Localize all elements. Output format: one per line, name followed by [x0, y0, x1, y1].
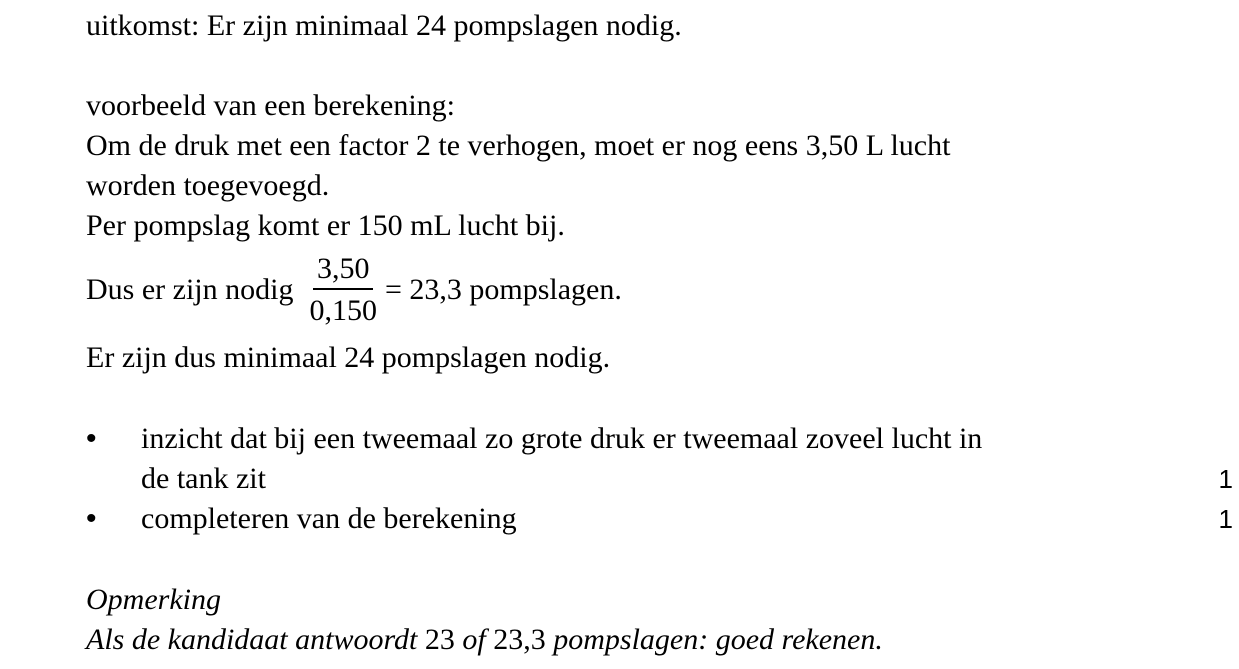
remark-value-2: 23,3	[493, 623, 546, 656]
fraction-denominator: 0,150	[309, 294, 377, 327]
criterion-1-points: 1	[1218, 464, 1233, 494]
remark-text-part-1: Als de kandidaat antwoordt	[86, 623, 425, 656]
criterion-2-points: 1	[1218, 504, 1233, 534]
fraction-calculation	[86, 250, 622, 330]
fraction-suffix: = 23,3 pompslagen.	[384, 273, 622, 306]
criterion-2	[86, 499, 1186, 539]
criterion-1-line-1: inzicht dat bij een tweemaal zo grote druk er tweemaal zoveel lucht in	[141, 422, 983, 455]
fraction	[305, 252, 381, 328]
paragraph-line-2: worden toegevoegd.	[86, 169, 330, 202]
example-heading: voorbeeld van een berekening:	[86, 89, 456, 122]
remark-value-1: 23	[424, 623, 455, 656]
criterion-1	[86, 419, 1186, 499]
remark-text	[86, 620, 883, 660]
remark-text-part-2: of	[454, 623, 494, 656]
bullet-icon: •	[86, 502, 97, 535]
paragraph-line-1: Om de druk met een factor 2 te verhogen, moet er nog eens 3,50 L lucht	[86, 129, 951, 162]
paragraph-line-3: Per pompslag komt er 150 mL lucht bij.	[86, 209, 565, 242]
remark-text-part-3: pompslagen: goed rekenen.	[545, 623, 883, 656]
answer-line: uitkomst: Er zijn minimaal 24 pompslagen nodig.	[86, 9, 682, 42]
conclusion-line: Er zijn dus minimaal 24 pompslagen nodig.	[86, 341, 611, 374]
criterion-1-line-2: de tank zit	[141, 462, 266, 495]
bullet-icon: •	[86, 422, 97, 455]
remark-heading: Opmerking	[86, 583, 221, 616]
fraction-numerator: 3,50	[313, 252, 374, 290]
criterion-2-line-1: completeren van de berekening	[141, 502, 517, 535]
fraction-prefix: Dus er zijn nodig	[86, 273, 294, 306]
